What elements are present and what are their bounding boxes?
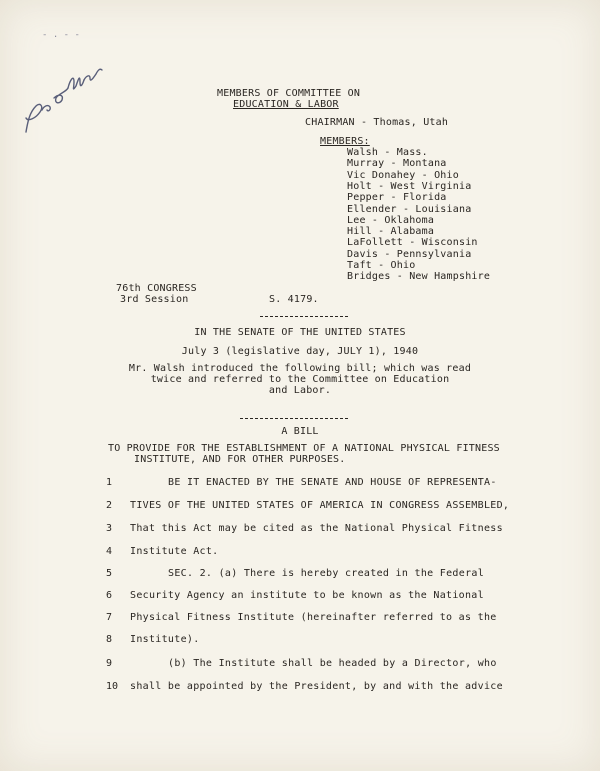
bill-line-text: Institute Act. <box>130 546 219 557</box>
committee-heading-line1: MEMBERS OF COMMITTEE ON <box>217 88 361 99</box>
committee-member: Bridges - New Hampshire <box>347 271 491 283</box>
committee-member: Davis - Pennsylvania <box>347 248 472 260</box>
committee-member: Walsh - Mass. <box>347 147 428 158</box>
committee-heading-line2: EDUCATION & LABOR <box>233 99 339 110</box>
bill-number: S. 4179. <box>269 294 319 305</box>
line-number: 6 <box>106 590 113 601</box>
bill-line-text: Security Agency an institute to be known as the National <box>130 590 484 601</box>
bill-line-text: Institute). <box>130 634 200 645</box>
bill-title-line2: INSTITUTE, AND FOR OTHER PURPOSES. <box>134 454 346 465</box>
bill-line-text: Physical Fitness Institute (hereinafter referred to as the <box>130 612 497 623</box>
committee-member: Ellender - Louisiana <box>347 203 472 215</box>
line-number: 7 <box>106 612 113 623</box>
committee-member: LaFollett - Wisconsin <box>347 237 478 249</box>
bill-line-text: SEC. 2. (a) There is hereby created in the Federal <box>168 568 485 579</box>
bill-line-text: shall be appointed by the President, by and with the advice <box>130 681 503 692</box>
bill-line-text: (b) The Institute shall be headed by a Director, who <box>168 658 497 669</box>
line-number: 10 <box>106 681 119 692</box>
line-number: 4 <box>106 546 113 557</box>
committee-member: Murray - Montana <box>347 158 447 170</box>
committee-member: Taft - Ohio <box>347 260 416 271</box>
senate-date: July 3 (legislative day, JULY 1), 1940 <box>181 346 419 357</box>
committee-member: Lee - Oklahoma <box>347 214 435 226</box>
line-number: 5 <box>106 568 113 579</box>
committee-member: Vic Donahey - Ohio <box>347 169 459 181</box>
bill-label: A BILL <box>281 426 319 437</box>
committee-member: Pepper - Florida <box>347 192 447 204</box>
divider-rule-2 <box>240 418 348 419</box>
corner-pencil-mark: - . - - <box>42 30 80 40</box>
congress-session: 3rd Session <box>120 294 189 305</box>
senate-intro-line3: and Labor. <box>268 385 332 396</box>
bill-line-text: That this Act may be cited as the National Physical Fitness <box>130 523 503 534</box>
bill-line-text: BE IT ENACTED BY THE SENATE AND HOUSE OF REPRESENTA- <box>168 477 497 488</box>
committee-member: Hill - Alabama <box>347 226 435 238</box>
senate-intro-line1: Mr. Walsh introduced the following bill; which was read <box>128 363 472 374</box>
committee-member: Holt - West Virginia <box>347 180 472 192</box>
line-number: 3 <box>106 523 113 534</box>
congress-number: 76th CONGRESS <box>116 283 197 294</box>
handwritten-signature <box>18 40 108 140</box>
line-number: 2 <box>106 500 113 511</box>
senate-intro-line2: twice and referred to the Committee on Education <box>150 374 450 385</box>
line-number: 8 <box>106 634 113 645</box>
senate-title: IN THE SENATE OF THE UNITED STATES <box>194 327 406 338</box>
line-number: 1 <box>106 477 113 488</box>
members-label: MEMBERS: <box>320 136 370 147</box>
line-number: 9 <box>106 658 113 669</box>
bill-line-text: TIVES OF THE UNITED STATES OF AMERICA IN CONGRESS ASSEMBLED, <box>130 500 510 511</box>
committee-chairman: CHAIRMAN - Thomas, Utah <box>305 117 449 128</box>
bill-title-line1: TO PROVIDE FOR THE ESTABLISHMENT OF A NATIONAL PHYSICAL FITNESS <box>108 443 500 454</box>
divider-rule-1 <box>260 316 348 317</box>
